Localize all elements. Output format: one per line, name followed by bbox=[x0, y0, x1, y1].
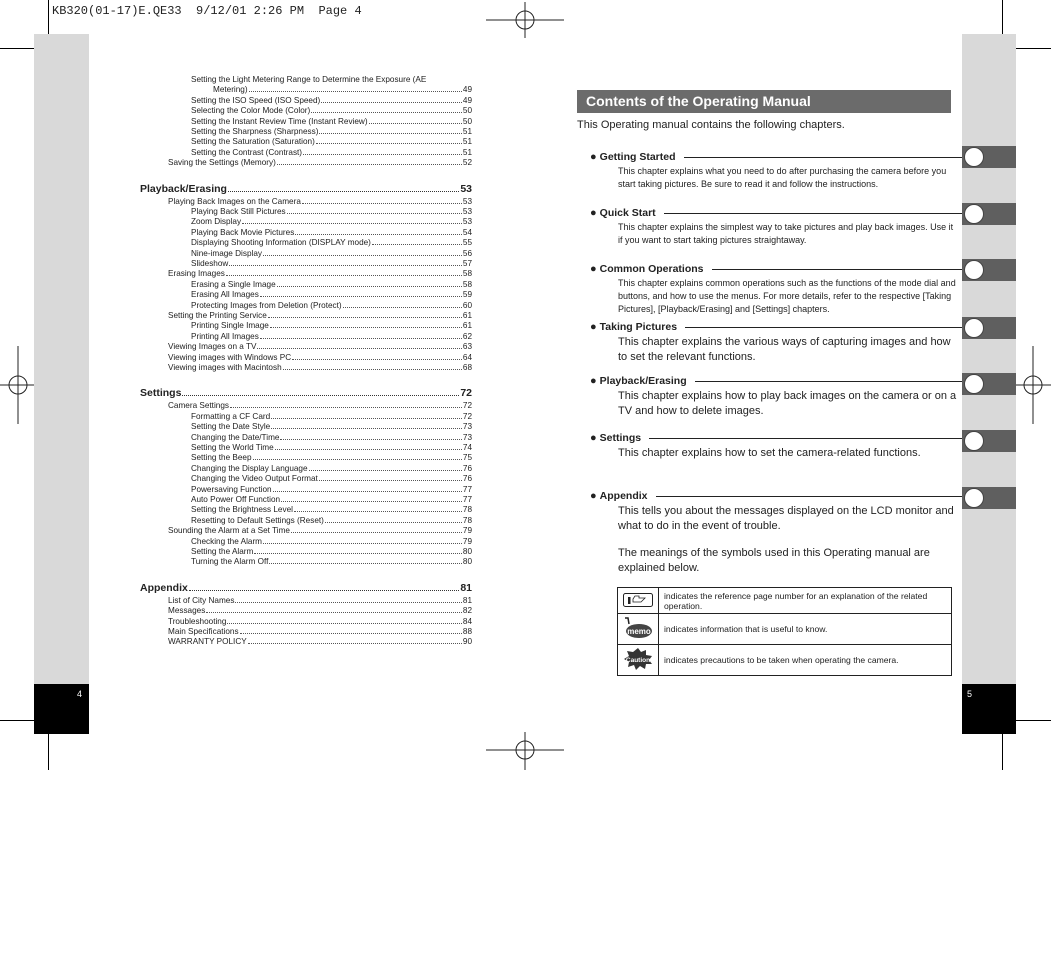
toc-page-number: 72 bbox=[462, 411, 472, 421]
toc-leader-dots bbox=[263, 249, 462, 256]
toc-entry bbox=[168, 627, 472, 637]
toc-title: Printing All Images bbox=[191, 331, 259, 341]
toc-title: Setting the Alarm bbox=[191, 547, 254, 556]
toc-entry bbox=[168, 606, 472, 616]
toc-page-number: 80 bbox=[462, 547, 472, 556]
toc-entry bbox=[168, 596, 472, 606]
chapter-rule bbox=[649, 438, 962, 439]
toc-title: Changing the Date/Time bbox=[191, 432, 280, 442]
toc-entry bbox=[168, 637, 472, 647]
toc-title: Playing Back Movie Pictures bbox=[191, 227, 295, 237]
bullet-icon: ● bbox=[590, 321, 597, 333]
bullet-icon: ● bbox=[590, 263, 597, 275]
toc-leader-dots bbox=[280, 433, 461, 440]
toc-leader-dots bbox=[277, 280, 462, 287]
toc-entry bbox=[191, 547, 472, 557]
toc-entry bbox=[191, 495, 472, 505]
toc-entry bbox=[191, 280, 472, 290]
toc-title: Erasing a Single Image bbox=[191, 279, 276, 289]
toc-title: Setting the ISO Speed (ISO Speed) bbox=[191, 95, 321, 105]
toc-entry bbox=[191, 75, 472, 85]
toc-leader-dots bbox=[369, 117, 462, 124]
legend-icon-cell bbox=[618, 588, 659, 614]
toc-title: Protecting Images from Deletion (Protect) bbox=[191, 300, 342, 310]
toc-page-number: 53 bbox=[462, 217, 472, 227]
chapter-heading bbox=[590, 490, 648, 502]
toc-leader-dots bbox=[275, 443, 462, 450]
caution-icon-text: Caution bbox=[625, 657, 651, 664]
toc-entry bbox=[191, 117, 472, 127]
toc-entry bbox=[191, 422, 472, 432]
toc-title: Setting the Date Style bbox=[191, 422, 271, 432]
toc-entry bbox=[191, 217, 472, 227]
toc-leader-dots bbox=[230, 401, 462, 408]
toc-page-number: 79 bbox=[462, 526, 472, 536]
toc-title: Powersaving Function bbox=[191, 484, 272, 494]
toc-entry bbox=[168, 311, 472, 321]
toc-entry bbox=[191, 290, 472, 300]
chapter-description: This chapter explains what you need to do after purchasing the camera before you start taking pictures. Be sure to read it and follow the instructions. bbox=[618, 166, 947, 189]
toc-page-number: 73 bbox=[462, 422, 472, 432]
toc-title: Setting the Light Metering Range to Determine the Exposure (AE bbox=[191, 75, 427, 84]
toc-title: Setting the Instant Review Time (Instant Review) bbox=[191, 116, 368, 126]
chapter-description: This chapter explains how to set the camera-related functions. bbox=[618, 447, 921, 459]
toc-title: Nine-image Display bbox=[191, 248, 262, 258]
toc-entry bbox=[191, 557, 472, 567]
toc-title: Erasing Images bbox=[168, 269, 225, 279]
toc-leader-dots bbox=[311, 106, 462, 113]
page-title: Contents of the Operating Manual bbox=[577, 90, 951, 113]
toc-page-number: 76 bbox=[462, 463, 472, 473]
toc-title: Erasing All Images bbox=[191, 290, 259, 300]
toc-page-number: 75 bbox=[462, 453, 472, 463]
toc-entry bbox=[191, 106, 472, 116]
toc-title: Setting the Printing Service bbox=[168, 311, 267, 320]
symbols-intro: The meanings of the symbols used in this Operating manual are explained below. bbox=[618, 547, 930, 574]
toc-entry bbox=[168, 342, 472, 352]
toc-title: Playing Back Still Pictures bbox=[191, 207, 286, 216]
toc-leader-dots bbox=[182, 387, 459, 396]
toc-page-number: 61 bbox=[462, 311, 472, 320]
legend-row bbox=[618, 588, 952, 614]
toc-leader-dots bbox=[321, 96, 462, 103]
toc-entry bbox=[191, 301, 472, 311]
toc-leader-dots bbox=[319, 474, 462, 481]
toc-title: Metering) bbox=[213, 85, 248, 95]
toc-entry bbox=[191, 453, 472, 463]
toc-entry bbox=[191, 96, 472, 106]
toc-title: Setting the Contrast (Contrast) bbox=[191, 147, 303, 157]
toc-page-number: 58 bbox=[462, 279, 472, 289]
toc-title: Setting the World Time bbox=[191, 443, 274, 452]
chapter-rule bbox=[664, 213, 962, 214]
toc-title: Zoom Display bbox=[191, 217, 242, 227]
toc-leader-dots bbox=[254, 547, 462, 554]
toc-page-number: 78 bbox=[462, 515, 472, 525]
toc-leader-dots bbox=[253, 453, 462, 460]
toc-page-number: 62 bbox=[462, 331, 472, 341]
toc-title: Playing Back Images on the Camera bbox=[168, 196, 301, 206]
toc-title: Sounding the Alarm at a Set Time bbox=[168, 526, 290, 536]
legend-icon-cell bbox=[618, 645, 659, 676]
chapter-description: This tells you about the messages displayed on the LCD monitor and what to do in the event of trouble. bbox=[618, 505, 954, 532]
toc-page-number: 78 bbox=[462, 505, 472, 515]
caution-icon bbox=[622, 647, 654, 671]
toc-entry bbox=[191, 321, 472, 331]
toc-page-number: 55 bbox=[462, 238, 472, 248]
toc-title: Checking the Alarm bbox=[191, 536, 262, 546]
toc-leader-dots bbox=[343, 301, 462, 308]
chapter-heading bbox=[590, 151, 676, 163]
toc-page-number: 77 bbox=[462, 484, 472, 494]
toc-leader-dots bbox=[295, 228, 462, 235]
toc-entry bbox=[168, 401, 472, 411]
legend-text: indicates the reference page number for an explanation of the related operation. bbox=[659, 588, 952, 614]
toc-page-number: 72 bbox=[460, 387, 472, 400]
legend-text: indicates information that is useful to know. bbox=[659, 614, 952, 645]
toc-entry bbox=[191, 505, 472, 515]
toc-entry bbox=[191, 516, 472, 526]
toc-leader-dots bbox=[316, 137, 462, 144]
toc-leader-dots bbox=[248, 637, 462, 644]
toc-title: Messages bbox=[168, 606, 206, 616]
toc-title: Turning the Alarm Off bbox=[191, 557, 269, 567]
bullet-icon: ● bbox=[590, 432, 597, 444]
chapter-heading bbox=[590, 207, 656, 219]
chapter-heading bbox=[590, 321, 677, 333]
toc-title: Changing the Display Language bbox=[191, 463, 308, 473]
toc-page-number: 68 bbox=[462, 363, 472, 372]
toc-entry bbox=[168, 617, 472, 627]
toc-page-number: 49 bbox=[462, 85, 472, 95]
toc-page-number: 72 bbox=[462, 401, 472, 411]
toc-entry bbox=[191, 537, 472, 547]
memo-icon-text: memo bbox=[627, 627, 651, 636]
toc-entry bbox=[168, 158, 472, 168]
toc-chapter bbox=[140, 582, 472, 594]
toc-leader-dots bbox=[271, 412, 462, 419]
toc-entry bbox=[213, 85, 472, 95]
chapter-rule bbox=[684, 157, 962, 158]
toc-page-number: 56 bbox=[462, 248, 472, 258]
toc-page-number: 60 bbox=[462, 300, 472, 310]
toc-leader-dots bbox=[270, 321, 462, 328]
toc-title: WARRANTY POLICY bbox=[168, 637, 247, 647]
chapter-heading-label: Common Operations bbox=[599, 263, 704, 275]
toc-leader-dots bbox=[319, 127, 461, 134]
toc-page-number: 53 bbox=[460, 182, 472, 195]
chapter-description: This chapter explains the various ways of capturing images and how to set the relevant functions. bbox=[618, 336, 951, 363]
toc-title: Settings bbox=[140, 387, 182, 400]
right-page-number: 5 bbox=[967, 689, 973, 699]
toc-leader-dots bbox=[260, 290, 462, 297]
chapter-description: This chapter explains the simplest way to take pictures and play back images. Use it if you want to start taking pictures straightaway. bbox=[618, 222, 954, 245]
toc-leader-dots bbox=[273, 485, 462, 492]
toc-page-number: 81 bbox=[460, 581, 472, 594]
toc-chapter bbox=[140, 387, 472, 399]
toc-leader-dots bbox=[257, 342, 461, 349]
chapter-description: This chapter explains how to play back images on the camera or on a TV and how to delete images. bbox=[618, 390, 957, 417]
toc-title: List of City Names bbox=[168, 595, 235, 605]
toc-entry bbox=[191, 443, 472, 453]
print-header: KB320(01-17)E.QE33 9/12/01 2:26 PM Page 4 bbox=[52, 4, 362, 18]
toc-leader-dots bbox=[281, 495, 462, 502]
toc-title: Main Specifications bbox=[168, 627, 239, 636]
toc-leader-dots bbox=[227, 617, 461, 624]
toc-title: Formatting a CF Card bbox=[191, 411, 271, 421]
toc-leader-dots bbox=[309, 464, 462, 471]
toc-entry bbox=[191, 228, 472, 238]
toc-leader-dots bbox=[242, 217, 462, 224]
toc-page-number: 54 bbox=[462, 227, 472, 237]
toc-leader-dots bbox=[235, 596, 461, 603]
toc-page-number: 50 bbox=[462, 106, 472, 116]
chapter-heading-label: Taking Pictures bbox=[599, 321, 678, 333]
chapter-heading-label: Playback/Erasing bbox=[599, 375, 687, 387]
toc-title: Printing Single Image bbox=[191, 321, 269, 331]
toc-page-number: 64 bbox=[462, 352, 472, 362]
toc-title: Changing the Video Output Format bbox=[191, 474, 318, 484]
toc-leader-dots bbox=[189, 582, 459, 591]
symbols-legend-table bbox=[617, 587, 952, 676]
toc-leader-dots bbox=[303, 148, 462, 155]
toc-page-number: 57 bbox=[462, 259, 472, 268]
intro-text: This Operating manual contains the following chapters. bbox=[577, 119, 845, 131]
toc-title: Troubleshooting bbox=[168, 616, 227, 626]
toc-page-number: 74 bbox=[462, 443, 472, 452]
chapter-rule bbox=[712, 269, 962, 270]
bullet-icon: ● bbox=[590, 375, 597, 387]
chapter-heading bbox=[590, 263, 704, 275]
toc-title: Viewing images with Windows PC bbox=[168, 352, 292, 362]
chapter-heading-label: Appendix bbox=[599, 490, 648, 502]
toc-entry bbox=[168, 197, 472, 207]
chapter-rule bbox=[685, 327, 962, 328]
toc-title: Auto Power Off Function bbox=[191, 495, 281, 504]
toc-leader-dots bbox=[283, 363, 462, 370]
toc-page-number: 51 bbox=[462, 147, 472, 157]
toc-page-number: 80 bbox=[462, 557, 472, 567]
toc-leader-dots bbox=[292, 353, 462, 360]
chapter-heading bbox=[590, 375, 687, 387]
toc-page-number: 61 bbox=[462, 321, 472, 331]
toc-title: Resetting to Default Settings (Reset) bbox=[191, 515, 324, 525]
bullet-icon: ● bbox=[590, 207, 597, 219]
toc-leader-dots bbox=[269, 557, 462, 564]
chapter-description: This chapter explains common operations such as the functions of the mode dial and buttons, and how to use the menus. For more details, refer to the respective [Taking Pictures], [Playback/Erasing] and [Settings] chapters. bbox=[618, 278, 956, 314]
toc-leader-dots bbox=[294, 505, 462, 512]
chapter-rule bbox=[695, 381, 962, 382]
toc-page-number: 84 bbox=[462, 616, 472, 626]
toc-page-number: 82 bbox=[462, 606, 472, 616]
toc-entry bbox=[191, 464, 472, 474]
toc-entry bbox=[191, 485, 472, 495]
toc-leader-dots bbox=[291, 526, 462, 533]
toc-title: Selecting the Color Mode (Color) bbox=[191, 106, 311, 116]
toc-page-number: 59 bbox=[462, 290, 472, 300]
toc-leader-dots bbox=[372, 238, 462, 245]
toc-page-number: 53 bbox=[462, 196, 472, 206]
toc-page-number: 52 bbox=[462, 158, 472, 168]
toc-page-number: 73 bbox=[462, 432, 472, 442]
toc-leader-dots bbox=[206, 606, 462, 613]
toc-leader-dots bbox=[240, 627, 462, 634]
toc-entry bbox=[191, 412, 472, 422]
chapter-rule bbox=[656, 496, 962, 497]
toc-entry bbox=[191, 433, 472, 443]
toc-title: Viewing Images on a TV bbox=[168, 342, 257, 352]
toc-entry bbox=[168, 269, 472, 279]
toc-title: Setting the Saturation (Saturation) bbox=[191, 137, 315, 147]
toc-page-number: 79 bbox=[462, 536, 472, 546]
toc-page-number: 51 bbox=[462, 137, 472, 147]
legend-text: indicates precautions to be taken when operating the camera. bbox=[659, 645, 952, 676]
toc-entry bbox=[191, 127, 472, 137]
toc-entry bbox=[191, 137, 472, 147]
chapter-heading-label: Quick Start bbox=[599, 207, 656, 219]
toc-chapter bbox=[140, 183, 472, 195]
toc-entry bbox=[168, 363, 472, 373]
left-page-number: 4 bbox=[77, 689, 83, 699]
toc-entry bbox=[191, 249, 472, 259]
toc-page-number: 58 bbox=[462, 269, 472, 279]
toc-leader-dots bbox=[228, 183, 459, 192]
toc-entry bbox=[191, 474, 472, 484]
legend-row bbox=[618, 645, 952, 676]
toc-leader-dots bbox=[277, 158, 462, 165]
bullet-icon: ● bbox=[590, 151, 597, 163]
toc-title: Setting the Brightness Level bbox=[191, 505, 293, 515]
toc-page-number: 90 bbox=[462, 637, 472, 647]
toc-page-number: 51 bbox=[462, 127, 472, 136]
toc-page-number: 49 bbox=[462, 95, 472, 105]
toc-entry bbox=[191, 332, 472, 342]
toc-title: Saving the Settings (Memory) bbox=[168, 158, 276, 168]
toc-entry bbox=[168, 353, 472, 363]
legend-row bbox=[618, 614, 952, 645]
toc-entry bbox=[191, 207, 472, 217]
toc-title: Camera Settings bbox=[168, 401, 229, 411]
toc-leader-dots bbox=[249, 85, 462, 92]
toc-leader-dots bbox=[302, 197, 462, 204]
toc-entry bbox=[191, 259, 472, 269]
toc-page-number: 63 bbox=[462, 342, 472, 352]
toc-entry bbox=[168, 526, 472, 536]
toc-title: Playback/Erasing bbox=[140, 182, 227, 195]
toc-page-number: 50 bbox=[462, 116, 472, 126]
toc-leader-dots bbox=[287, 207, 462, 214]
toc-page-number: 81 bbox=[462, 595, 472, 605]
toc-title: Displaying Shooting Information (DISPLAY mode) bbox=[191, 238, 371, 248]
toc-title: Appendix bbox=[140, 581, 188, 594]
toc-leader-dots bbox=[263, 537, 462, 544]
memo-icon bbox=[622, 616, 654, 640]
bullet-icon: ● bbox=[590, 490, 597, 502]
toc-title: Slideshow bbox=[191, 259, 229, 268]
toc-page-number: 53 bbox=[462, 207, 472, 216]
toc-leader-dots bbox=[268, 311, 462, 318]
toc-leader-dots bbox=[226, 269, 462, 276]
reference-hand-icon bbox=[623, 593, 653, 607]
chapter-heading-label: Getting Started bbox=[599, 151, 676, 163]
toc-entry bbox=[191, 238, 472, 248]
toc-page-number: 76 bbox=[462, 474, 472, 484]
toc-leader-dots bbox=[229, 259, 462, 266]
chapter-heading bbox=[590, 432, 641, 444]
toc-leader-dots bbox=[271, 422, 462, 429]
toc-entry bbox=[191, 148, 472, 158]
toc-page-number: 77 bbox=[462, 495, 472, 504]
toc-page-number: 88 bbox=[462, 627, 472, 636]
toc-leader-dots bbox=[325, 516, 462, 523]
chapter-heading-label: Settings bbox=[599, 432, 642, 444]
toc-title: Setting the Beep bbox=[191, 453, 252, 463]
toc-title: Viewing images with Macintosh bbox=[168, 363, 282, 372]
legend-icon-cell bbox=[618, 614, 659, 645]
toc-title: Setting the Sharpness (Sharpness) bbox=[191, 127, 319, 136]
toc-leader-dots bbox=[260, 332, 462, 339]
